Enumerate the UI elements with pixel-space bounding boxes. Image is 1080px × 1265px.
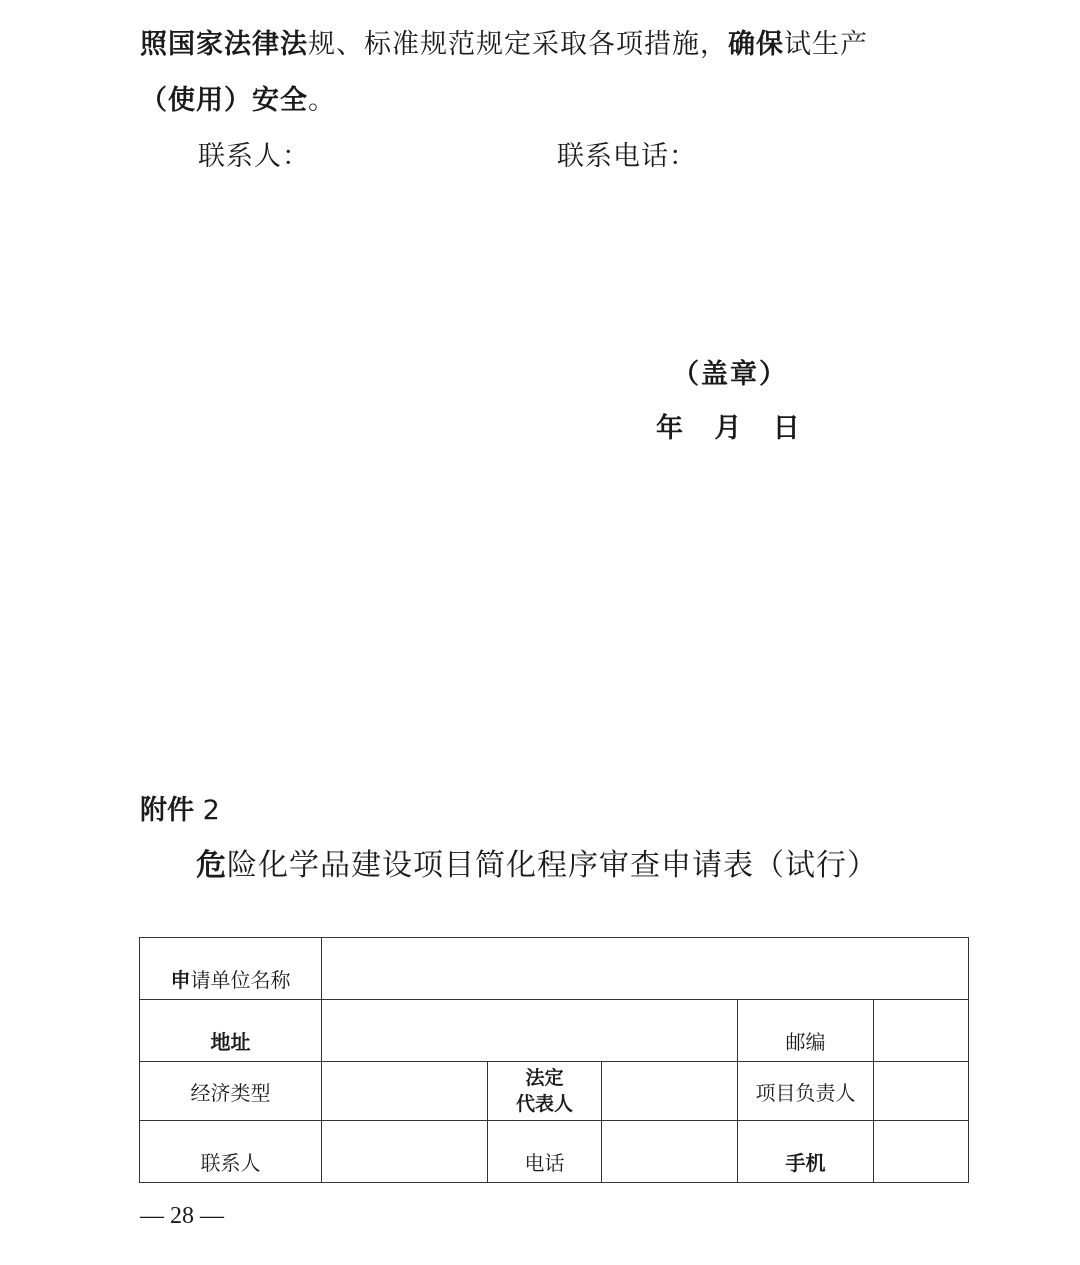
- title-bold-char: 危: [196, 848, 227, 883]
- table-row: [140, 938, 969, 1000]
- form-title: [196, 840, 878, 884]
- attachment-heading: [140, 788, 220, 827]
- mobile-field[interactable]: [874, 1121, 969, 1183]
- address-field[interactable]: [322, 1000, 738, 1062]
- application-form-table: [139, 937, 969, 1183]
- economic-type-field[interactable]: [322, 1062, 488, 1121]
- project-lead-field[interactable]: [874, 1062, 969, 1121]
- attachment-number: 2: [202, 795, 220, 826]
- seal-label: （盖章）: [672, 359, 788, 390]
- phone-field[interactable]: [602, 1121, 738, 1183]
- applicant-name-rest: 请单位名称: [190, 968, 291, 992]
- table-row: [140, 1121, 969, 1183]
- legal-rep-line-1: 法定: [525, 1067, 564, 1089]
- bold-char: 申: [170, 968, 191, 992]
- paragraph-line-1: [140, 22, 868, 61]
- attachment-label: 附件: [140, 795, 194, 826]
- address-label: 地址: [140, 1000, 322, 1062]
- applicant-name-field[interactable]: [322, 938, 969, 1000]
- legal-rep-field[interactable]: [602, 1062, 738, 1121]
- table-row: [140, 1000, 969, 1062]
- contact-person-label: 联系人：: [198, 141, 310, 172]
- title-text: 险化学品建设项目简化程序审查申请表（试行）: [227, 848, 878, 883]
- normal-text: 。: [308, 85, 336, 116]
- mobile-label: 手机: [738, 1121, 874, 1183]
- table-row: [140, 1062, 969, 1121]
- page-number: — 28 —: [140, 1203, 224, 1229]
- normal-text: 规、标准规范规定采取各项措施，: [308, 29, 728, 60]
- phone-cell-label: 电话: [488, 1121, 602, 1183]
- contact-person-cell-label: 联系人: [140, 1121, 322, 1183]
- applicant-name-label: [140, 938, 322, 1000]
- bold-text: 照国家法律法: [140, 29, 308, 60]
- economic-type-label: 经济类型: [140, 1062, 322, 1121]
- paragraph-line-2: [140, 78, 336, 117]
- bold-text: （使用）安全: [140, 85, 308, 116]
- normal-text: 试生产: [784, 29, 868, 60]
- date-label: 年 月 日: [656, 413, 802, 444]
- project-lead-label: 项目负责人: [738, 1062, 874, 1121]
- contact-phone-label: 联系电话：: [557, 141, 697, 172]
- postcode-field[interactable]: [874, 1000, 969, 1062]
- legal-rep-line-2: 代表人: [515, 1093, 573, 1115]
- legal-rep-label: [488, 1062, 602, 1121]
- contact-person-field[interactable]: [322, 1121, 488, 1183]
- bold-text: 确保: [728, 29, 784, 60]
- postcode-label: 邮编: [738, 1000, 874, 1062]
